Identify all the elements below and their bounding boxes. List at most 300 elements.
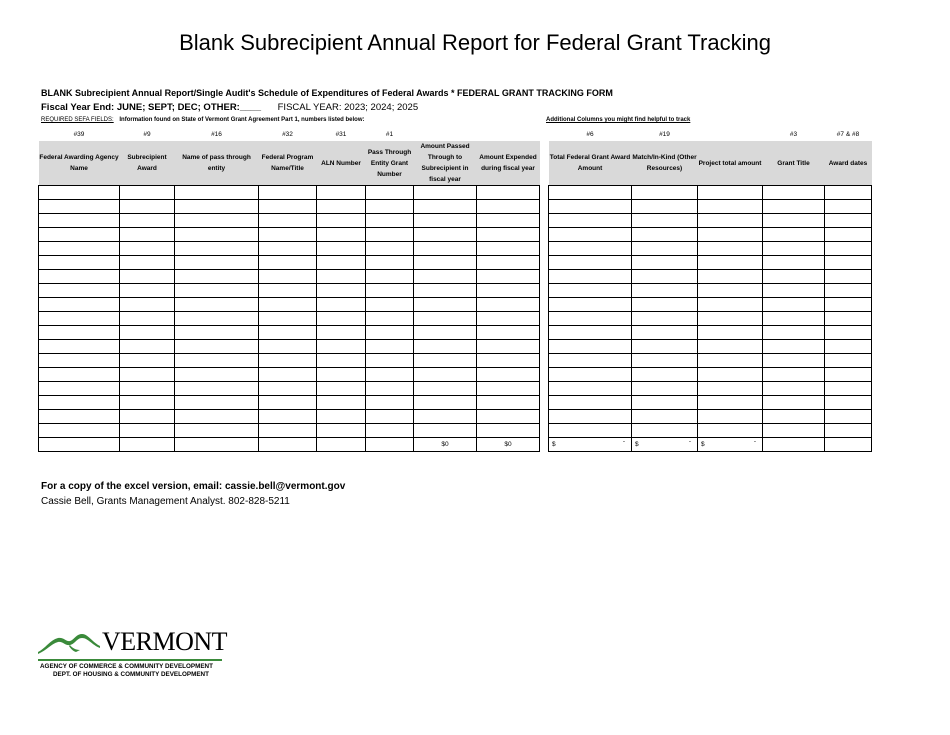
table-cell[interactable]: [763, 396, 825, 410]
table-cell[interactable]: [39, 200, 120, 214]
table-cell[interactable]: [366, 298, 414, 312]
table-row: [39, 396, 872, 410]
table-cell[interactable]: [477, 242, 540, 256]
table-cell[interactable]: [414, 298, 477, 312]
table-cell[interactable]: [549, 270, 632, 284]
table-cell[interactable]: [366, 368, 414, 382]
table-cell[interactable]: [120, 298, 175, 312]
table-cell[interactable]: [549, 396, 632, 410]
gap-cell: [540, 312, 549, 326]
table-cell[interactable]: [259, 396, 317, 410]
table-cell[interactable]: [549, 382, 632, 396]
table-cell[interactable]: [366, 242, 414, 256]
table-cell[interactable]: [414, 242, 477, 256]
column-number: #6: [586, 131, 594, 138]
table-cell[interactable]: [477, 326, 540, 340]
table-cell[interactable]: [317, 200, 366, 214]
table-cell[interactable]: [549, 368, 632, 382]
gap-cell: [540, 200, 549, 214]
table-cell[interactable]: [259, 298, 317, 312]
table-cell[interactable]: [317, 424, 366, 438]
table-cell[interactable]: [120, 228, 175, 242]
table-cell[interactable]: [632, 242, 698, 256]
table-cell[interactable]: [317, 326, 366, 340]
table-cell[interactable]: [763, 186, 825, 200]
table-cell[interactable]: [39, 382, 120, 396]
table-cell[interactable]: [632, 396, 698, 410]
table-cell[interactable]: [825, 228, 872, 242]
table-cell[interactable]: [477, 354, 540, 368]
total-cell[interactable]: [317, 438, 366, 452]
table-cell[interactable]: [175, 270, 259, 284]
table-cell[interactable]: [120, 354, 175, 368]
table-cell[interactable]: [763, 214, 825, 228]
table-cell[interactable]: [632, 284, 698, 298]
table-cell[interactable]: [477, 186, 540, 200]
table-cell[interactable]: [120, 200, 175, 214]
total-amount-passed[interactable]: $0: [414, 438, 477, 452]
table-cell[interactable]: [549, 228, 632, 242]
table-cell[interactable]: [414, 340, 477, 354]
table-cell[interactable]: [175, 340, 259, 354]
column-header-row: [39, 141, 872, 186]
table-cell[interactable]: [414, 270, 477, 284]
table-cell[interactable]: [259, 354, 317, 368]
column-number: #1: [385, 131, 394, 138]
table-row: [39, 424, 872, 438]
total-cell[interactable]: [259, 438, 317, 452]
table-cell[interactable]: [698, 368, 763, 382]
table-cell[interactable]: [477, 340, 540, 354]
total-cell[interactable]: [120, 438, 175, 452]
table-row: [39, 256, 872, 270]
table-cell[interactable]: [259, 186, 317, 200]
gap-cell: [540, 410, 549, 424]
excel-copy-note: For a copy of the excel version, email: cassie.bell@vermont.gov: [41, 481, 346, 492]
table-cell[interactable]: [39, 242, 120, 256]
fiscal-year-end: Fiscal Year End: JUNE; SEPT; DEC; OTHER:____: [41, 102, 261, 113]
gap-cell: [540, 256, 549, 270]
table-cell[interactable]: [120, 256, 175, 270]
table-cell[interactable]: [120, 284, 175, 298]
table-cell[interactable]: [549, 200, 632, 214]
table-cell[interactable]: [366, 354, 414, 368]
table-cell[interactable]: [175, 242, 259, 256]
table-cell[interactable]: [175, 214, 259, 228]
table-cell[interactable]: [39, 228, 120, 242]
fiscal-year: FISCAL YEAR: 2023; 2024; 2025: [277, 102, 419, 113]
table-cell[interactable]: [477, 312, 540, 326]
table-cell[interactable]: [414, 256, 477, 270]
table-cell[interactable]: [825, 284, 872, 298]
table-cell[interactable]: [414, 396, 477, 410]
table-cell[interactable]: [366, 270, 414, 284]
gap-cell: [540, 382, 549, 396]
table-cell[interactable]: [366, 186, 414, 200]
table-cell[interactable]: [175, 186, 259, 200]
header-federal-program: Federal Program Name/Title: [259, 141, 317, 186]
header-award-dates: Award dates: [825, 141, 872, 186]
table-cell[interactable]: [632, 186, 698, 200]
table-cell[interactable]: [366, 396, 414, 410]
table-cell[interactable]: [477, 214, 540, 228]
table-cell[interactable]: [763, 284, 825, 298]
table-cell[interactable]: [632, 200, 698, 214]
table-cell[interactable]: [549, 242, 632, 256]
table-cell[interactable]: [414, 410, 477, 424]
table-cell[interactable]: [549, 424, 632, 438]
gap-cell: [540, 228, 549, 242]
table-cell[interactable]: [39, 256, 120, 270]
table-cell[interactable]: [366, 214, 414, 228]
table-cell[interactable]: [698, 382, 763, 396]
table-cell[interactable]: [825, 312, 872, 326]
table-cell[interactable]: [763, 368, 825, 382]
additional-columns-label: Additional Columns you might find helpful to track: [546, 117, 691, 123]
table-cell[interactable]: [477, 270, 540, 284]
table-cell[interactable]: [763, 424, 825, 438]
table-cell[interactable]: [366, 326, 414, 340]
table-cell[interactable]: [175, 256, 259, 270]
header-amount-expended: Amount Expended during fiscal year: [477, 141, 540, 186]
table-cell[interactable]: [175, 382, 259, 396]
required-info: Information found on State of Vermont Grant Agreement Part 1, numbers listed below:: [119, 117, 365, 123]
table-cell[interactable]: [632, 256, 698, 270]
table-cell[interactable]: [549, 354, 632, 368]
table-cell[interactable]: [632, 340, 698, 354]
table-cell[interactable]: [698, 354, 763, 368]
table-cell[interactable]: [763, 270, 825, 284]
table-row: [39, 340, 872, 354]
table-cell[interactable]: [259, 424, 317, 438]
table-cell[interactable]: [698, 312, 763, 326]
table-cell[interactable]: [259, 326, 317, 340]
table-cell[interactable]: [39, 410, 120, 424]
table-cell[interactable]: [366, 228, 414, 242]
table-cell[interactable]: [120, 424, 175, 438]
table-cell[interactable]: [414, 354, 477, 368]
table-cell[interactable]: [259, 242, 317, 256]
table-cell[interactable]: [120, 368, 175, 382]
table-cell[interactable]: [632, 228, 698, 242]
table-cell[interactable]: [632, 410, 698, 424]
logo-agency: AGENCY OF COMMERCE & COMMUNITY DEVELOPMENT: [40, 663, 213, 670]
table-row: [39, 326, 872, 340]
table-cell[interactable]: [39, 396, 120, 410]
total-project[interactable]: [698, 438, 763, 452]
table-cell[interactable]: [477, 382, 540, 396]
table-cell[interactable]: [317, 368, 366, 382]
table-cell[interactable]: [763, 340, 825, 354]
vermont-logo: [36, 628, 236, 688]
total-amount-expended[interactable]: $0: [477, 438, 540, 452]
table-cell[interactable]: [825, 270, 872, 284]
table-cell[interactable]: [825, 200, 872, 214]
table-cell[interactable]: [175, 312, 259, 326]
table-cell[interactable]: [632, 354, 698, 368]
table-cell[interactable]: [317, 354, 366, 368]
table-cell[interactable]: [414, 200, 477, 214]
table-cell[interactable]: [549, 298, 632, 312]
gap-cell: [540, 326, 549, 340]
table-cell[interactable]: [763, 200, 825, 214]
column-number: #7 & #8: [836, 131, 860, 138]
table-cell[interactable]: [414, 368, 477, 382]
table-cell[interactable]: [317, 242, 366, 256]
table-cell[interactable]: [698, 326, 763, 340]
table-cell[interactable]: [175, 200, 259, 214]
table-cell[interactable]: [477, 200, 540, 214]
table-cell[interactable]: [317, 396, 366, 410]
table-cell[interactable]: [120, 396, 175, 410]
total-match[interactable]: [632, 438, 698, 452]
table-cell[interactable]: [39, 340, 120, 354]
table-cell[interactable]: [477, 396, 540, 410]
table-cell[interactable]: [477, 228, 540, 242]
table-cell[interactable]: [632, 214, 698, 228]
table-cell[interactable]: [549, 340, 632, 354]
dash-value: -: [622, 438, 625, 445]
table-cell[interactable]: [317, 228, 366, 242]
table-cell[interactable]: [477, 410, 540, 424]
table-cell[interactable]: [825, 298, 872, 312]
table-cell[interactable]: [763, 354, 825, 368]
column-number: [540, 128, 549, 141]
table-row: [39, 312, 872, 326]
table-row: [39, 284, 872, 298]
table-cell[interactable]: [414, 326, 477, 340]
total-cell[interactable]: [366, 438, 414, 452]
logo-wordmark: VERMONT: [102, 627, 228, 656]
table-cell[interactable]: [632, 270, 698, 284]
total-cell[interactable]: [175, 438, 259, 452]
table-cell[interactable]: [39, 214, 120, 228]
column-number: #9: [143, 131, 151, 138]
table-row: [39, 354, 872, 368]
total-federal-award[interactable]: [549, 438, 632, 452]
table-cell[interactable]: [698, 424, 763, 438]
table-cell[interactable]: [698, 200, 763, 214]
table-cell[interactable]: [414, 312, 477, 326]
table-cell[interactable]: [259, 228, 317, 242]
logo-dept: DEPT. OF HOUSING & COMMUNITY DEVELOPMENT: [53, 671, 209, 678]
table-cell[interactable]: [259, 312, 317, 326]
table-cell[interactable]: [825, 368, 872, 382]
table-cell[interactable]: [39, 270, 120, 284]
table-cell[interactable]: [259, 270, 317, 284]
table-cell[interactable]: [825, 382, 872, 396]
table-cell[interactable]: [549, 256, 632, 270]
table-cell[interactable]: [825, 410, 872, 424]
table-cell[interactable]: [366, 424, 414, 438]
table-cell[interactable]: [366, 284, 414, 298]
table-row: [39, 270, 872, 284]
table-cell[interactable]: [414, 186, 477, 200]
table-cell[interactable]: [39, 326, 120, 340]
table-cell[interactable]: [698, 396, 763, 410]
table-cell[interactable]: [175, 410, 259, 424]
table-cell[interactable]: [317, 410, 366, 424]
table-cell[interactable]: [763, 242, 825, 256]
total-cell[interactable]: [763, 438, 825, 452]
header-gap: [540, 141, 549, 186]
table-row: [39, 410, 872, 424]
table-cell[interactable]: [259, 284, 317, 298]
table-cell[interactable]: [698, 242, 763, 256]
table-cell[interactable]: [414, 214, 477, 228]
table-cell[interactable]: [39, 284, 120, 298]
table-cell[interactable]: [763, 326, 825, 340]
table-cell[interactable]: [632, 298, 698, 312]
gap-cell: [540, 214, 549, 228]
table-row: [39, 200, 872, 214]
table-cell[interactable]: [259, 200, 317, 214]
table-cell[interactable]: [317, 284, 366, 298]
table-cell[interactable]: [175, 298, 259, 312]
table-cell[interactable]: [39, 298, 120, 312]
table-cell[interactable]: [549, 410, 632, 424]
table-cell[interactable]: [259, 214, 317, 228]
table-cell[interactable]: [120, 270, 175, 284]
table-cell[interactable]: [414, 382, 477, 396]
table-cell[interactable]: [414, 424, 477, 438]
table-cell[interactable]: [39, 368, 120, 382]
table-cell[interactable]: [825, 242, 872, 256]
table-cell[interactable]: [120, 326, 175, 340]
header-total-award: Total Federal Grant Award Amount: [549, 141, 632, 186]
table-cell[interactable]: [632, 424, 698, 438]
header-amount-passed: Amount Passed Through to Subrecipient in fiscal year: [414, 141, 477, 186]
table-cell[interactable]: [763, 228, 825, 242]
table-cell[interactable]: [120, 382, 175, 396]
table-cell[interactable]: [39, 312, 120, 326]
gap-cell: [540, 354, 549, 368]
table-cell[interactable]: [549, 312, 632, 326]
table-cell[interactable]: [698, 214, 763, 228]
logo-rule: [38, 659, 222, 661]
column-number: #3: [789, 131, 798, 138]
table-cell[interactable]: [259, 256, 317, 270]
table-cell[interactable]: [477, 284, 540, 298]
table-cell[interactable]: [477, 298, 540, 312]
table-cell[interactable]: [366, 382, 414, 396]
table-cell[interactable]: [366, 340, 414, 354]
table-cell[interactable]: [825, 396, 872, 410]
table-cell[interactable]: [698, 298, 763, 312]
table-cell[interactable]: [175, 424, 259, 438]
gap-cell: [540, 270, 549, 284]
table-cell[interactable]: [698, 340, 763, 354]
table-cell[interactable]: [259, 410, 317, 424]
table-cell[interactable]: [259, 368, 317, 382]
table-cell[interactable]: [549, 326, 632, 340]
table-cell[interactable]: [632, 326, 698, 340]
table-cell[interactable]: [259, 340, 317, 354]
required-label: REQUIRED SEFA FIELDS:: [41, 117, 114, 123]
table-cell[interactable]: [825, 354, 872, 368]
table-cell[interactable]: [120, 312, 175, 326]
table-cell[interactable]: [317, 186, 366, 200]
table-cell[interactable]: [549, 284, 632, 298]
column-number: #31: [335, 131, 347, 138]
table-cell[interactable]: [477, 424, 540, 438]
table-cell[interactable]: [317, 214, 366, 228]
column-number: [477, 128, 540, 141]
table-cell[interactable]: [175, 284, 259, 298]
table-cell[interactable]: [698, 186, 763, 200]
table-cell[interactable]: [317, 256, 366, 270]
table-cell[interactable]: [317, 312, 366, 326]
table-cell[interactable]: [175, 368, 259, 382]
table-cell[interactable]: [763, 312, 825, 326]
table-cell[interactable]: [763, 256, 825, 270]
table-cell[interactable]: [317, 382, 366, 396]
table-cell[interactable]: [698, 284, 763, 298]
table-cell[interactable]: [120, 214, 175, 228]
table-cell[interactable]: [120, 410, 175, 424]
table-cell[interactable]: [366, 410, 414, 424]
table-cell[interactable]: [120, 242, 175, 256]
table-cell[interactable]: [632, 312, 698, 326]
table-cell[interactable]: [825, 424, 872, 438]
table-cell[interactable]: [39, 424, 120, 438]
total-cell[interactable]: [39, 438, 120, 452]
table-cell[interactable]: [175, 354, 259, 368]
table-cell[interactable]: [414, 284, 477, 298]
table-cell[interactable]: [698, 256, 763, 270]
table-cell[interactable]: [825, 186, 872, 200]
table-cell[interactable]: [175, 228, 259, 242]
table-cell[interactable]: [632, 368, 698, 382]
table-cell[interactable]: [698, 270, 763, 284]
table-cell[interactable]: [763, 298, 825, 312]
table-cell[interactable]: [414, 228, 477, 242]
table-cell[interactable]: [366, 256, 414, 270]
table-cell[interactable]: [698, 410, 763, 424]
table-cell[interactable]: [259, 382, 317, 396]
table-cell[interactable]: [317, 270, 366, 284]
table-cell[interactable]: [175, 326, 259, 340]
total-cell[interactable]: [825, 438, 872, 452]
table-cell[interactable]: [120, 340, 175, 354]
table-cell[interactable]: [39, 354, 120, 368]
table-cell[interactable]: [763, 410, 825, 424]
table-cell[interactable]: [825, 326, 872, 340]
table-cell[interactable]: [825, 340, 872, 354]
gap-cell: [540, 186, 549, 200]
table-cell[interactable]: [632, 382, 698, 396]
table-cell[interactable]: [366, 312, 414, 326]
contact-name: Cassie Bell, Grants Management Analyst. 802-828-5211: [41, 496, 290, 507]
table-cell[interactable]: [175, 396, 259, 410]
table-cell[interactable]: [39, 186, 120, 200]
gap-cell: [540, 396, 549, 410]
table-cell[interactable]: [698, 228, 763, 242]
table-cell[interactable]: [477, 368, 540, 382]
table-cell[interactable]: [366, 200, 414, 214]
table-cell[interactable]: [120, 186, 175, 200]
table-cell[interactable]: [549, 186, 632, 200]
table-cell[interactable]: [477, 256, 540, 270]
table-cell[interactable]: [763, 382, 825, 396]
table-cell[interactable]: [549, 214, 632, 228]
table-cell[interactable]: [825, 214, 872, 228]
table-cell[interactable]: [317, 340, 366, 354]
column-number: #16: [211, 131, 222, 138]
table-cell[interactable]: [317, 298, 366, 312]
table-cell[interactable]: [825, 256, 872, 270]
header-project-total: Project total amount: [698, 141, 763, 186]
